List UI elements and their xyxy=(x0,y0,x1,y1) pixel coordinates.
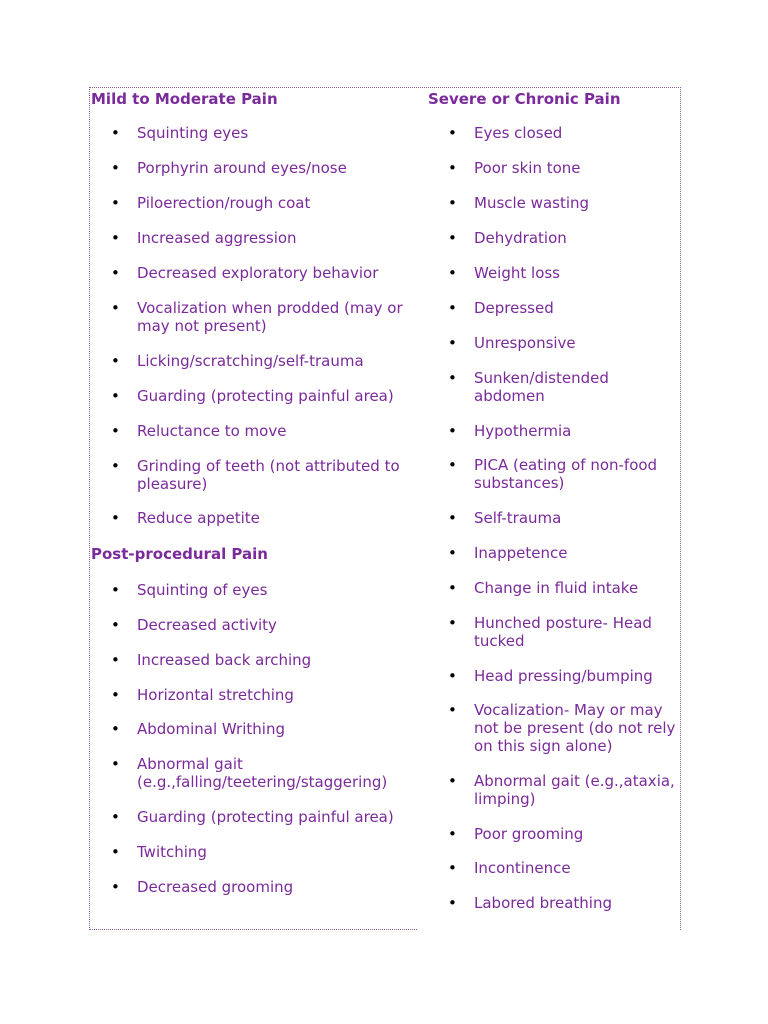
list-item: Inappetence xyxy=(474,544,568,562)
bullet-icon: • xyxy=(448,194,457,212)
bullet-icon: • xyxy=(448,579,457,597)
bullet-icon: • xyxy=(111,720,120,738)
list-item: Reluctance to move xyxy=(137,422,287,440)
bullet-icon: • xyxy=(448,456,457,474)
bullet-icon: • xyxy=(448,369,457,387)
list-item: Eyes closed xyxy=(474,124,563,142)
table-border-right xyxy=(680,87,681,930)
bullet-icon: • xyxy=(448,159,457,177)
bullet-icon: • xyxy=(448,614,457,632)
list-item: Change in fluid intake xyxy=(474,579,639,597)
list-item: Poor grooming xyxy=(474,825,584,843)
bullet-icon: • xyxy=(448,701,457,719)
bullet-icon: • xyxy=(111,299,120,317)
list-item: Abdominal Writhing xyxy=(137,720,285,738)
heading-mild-moderate-pain: Mild to Moderate Pain xyxy=(91,90,278,108)
table-border-top xyxy=(89,87,681,88)
table-border-bottom xyxy=(89,929,417,930)
list-item: Dehydration xyxy=(474,229,567,247)
bullet-icon: • xyxy=(448,422,457,440)
list-item: Increased back arching xyxy=(137,651,312,669)
list-item: Twitching xyxy=(137,843,207,861)
bullet-icon: • xyxy=(111,457,120,475)
list-item: Squinting eyes xyxy=(137,124,249,142)
list-item: Abnormal gait (e.g.,falling/teetering/staggering) xyxy=(137,755,388,791)
bullet-icon: • xyxy=(111,229,120,247)
bullet-icon: • xyxy=(111,616,120,634)
bullet-icon: • xyxy=(448,509,457,527)
list-item: Labored breathing xyxy=(474,894,612,912)
bullet-icon: • xyxy=(448,667,457,685)
list-item: Weight loss xyxy=(474,264,561,282)
list-item: Self-trauma xyxy=(474,509,562,527)
bullet-icon: • xyxy=(111,159,120,177)
bullet-icon: • xyxy=(111,264,120,282)
list-item: Muscle wasting xyxy=(474,194,590,212)
list-item: Depressed xyxy=(474,299,554,317)
list-item: Increased aggression xyxy=(137,229,297,247)
list-item: Squinting of eyes xyxy=(137,581,268,599)
bullet-icon: • xyxy=(448,544,457,562)
bullet-icon: • xyxy=(448,334,457,352)
bullet-icon: • xyxy=(111,194,120,212)
bullet-icon: • xyxy=(111,387,120,405)
list-item: Incontinence xyxy=(474,859,571,877)
list-item: Guarding (protecting painful area) xyxy=(137,387,394,405)
bullet-icon: • xyxy=(448,894,457,912)
list-item: Guarding (protecting painful area) xyxy=(137,808,394,826)
bullet-icon: • xyxy=(448,229,457,247)
list-item: Decreased grooming xyxy=(137,878,294,896)
heading-post-procedural-pain: Post-procedural Pain xyxy=(91,545,268,563)
heading-severe-chronic-pain: Severe or Chronic Pain xyxy=(428,90,621,108)
list-item: Vocalization- May or may not be present (do not rely on this sign alone) xyxy=(474,701,676,755)
bullet-icon: • xyxy=(111,755,120,773)
list-item: Porphyrin around eyes/nose xyxy=(137,159,347,177)
bullet-icon: • xyxy=(448,772,457,790)
bullet-icon: • xyxy=(111,509,120,527)
bullet-icon: • xyxy=(111,686,120,704)
bullet-icon: • xyxy=(111,878,120,896)
bullet-icon: • xyxy=(111,808,120,826)
list-item: Piloerection/rough coat xyxy=(137,194,311,212)
list-item: Decreased exploratory behavior xyxy=(137,264,379,282)
bullet-icon: • xyxy=(448,825,457,843)
pain-signs-table xyxy=(89,87,681,929)
list-item: Sunken/distended abdomen xyxy=(474,369,609,405)
list-item: Decreased activity xyxy=(137,616,277,634)
bullet-icon: • xyxy=(111,581,120,599)
list-item: Poor skin tone xyxy=(474,159,581,177)
list-item: Licking/scratching/self-trauma xyxy=(137,352,364,370)
bullet-icon: • xyxy=(111,422,120,440)
table-border-left xyxy=(89,87,90,930)
list-item: Reduce appetite xyxy=(137,509,260,527)
list-item: Hunched posture- Head tucked xyxy=(474,614,652,650)
list-item: Grinding of teeth (not attributed to pleasure) xyxy=(137,457,400,493)
bullet-icon: • xyxy=(448,264,457,282)
list-item: Head pressing/bumping xyxy=(474,667,653,685)
list-item: Abnormal gait (e.g.,ataxia, limping) xyxy=(474,772,675,808)
bullet-icon: • xyxy=(111,651,120,669)
list-item: PICA (eating of non-food substances) xyxy=(474,456,658,492)
bullet-icon: • xyxy=(111,352,120,370)
bullet-icon: • xyxy=(448,299,457,317)
bullet-icon: • xyxy=(111,124,120,142)
bullet-icon: • xyxy=(111,843,120,861)
list-item: Vocalization when prodded (may or may not present) xyxy=(137,299,403,335)
list-item: Unresponsive xyxy=(474,334,576,352)
bullet-icon: • xyxy=(448,859,457,877)
list-item: Hypothermia xyxy=(474,422,572,440)
bullet-icon: • xyxy=(448,124,457,142)
list-item: Horizontal stretching xyxy=(137,686,294,704)
